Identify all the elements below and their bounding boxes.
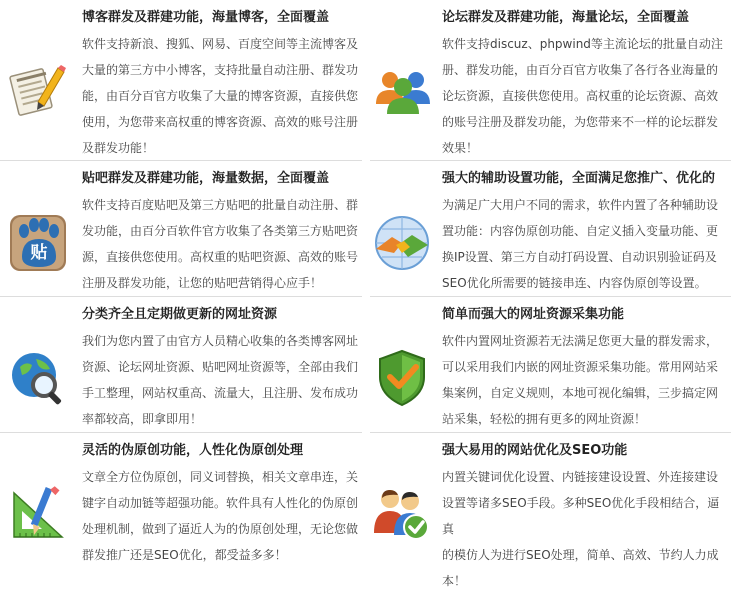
description-line: 本！: [442, 574, 467, 588]
description-line: 软件支持新浪、搜狐、网易、百度空间等主流博客及: [82, 37, 359, 51]
description-line: 软件内置网址资源若无法满足您更大量的群发需求，: [442, 334, 719, 348]
shield-checkmark-icon: [372, 347, 432, 407]
feature-blog: [0, 0, 362, 160]
tieba-paw-icon: [8, 213, 68, 273]
users-check-icon: [372, 483, 432, 543]
description-line: 的模仿人为进行SEO处理，简单、高效、节约人力成: [442, 548, 719, 562]
feature-description: [442, 328, 718, 432]
feature-description: [442, 31, 723, 161]
feature-pseudo-original: [0, 433, 362, 560]
feature-description: [442, 192, 718, 296]
description-line: 注册及群发功能，让您的贴吧营销得心应手！: [82, 276, 323, 290]
description-line: 大量的第三方中小博客，支持批量自动注册、群发功: [82, 63, 359, 77]
description-line: 发功能，由百分百软件官方收集了各类第三方贴吧资: [82, 224, 359, 238]
description-line: 我们为您内置了由官方人员精心收集的各类博客网址: [82, 334, 359, 348]
description-line: 源，直接供您使用。高权重的贴吧资源、高效的账号: [82, 250, 359, 264]
description-line: 集案例，自定义规则，本地可视化编辑，三步搞定网: [442, 386, 719, 400]
feature-description: [82, 31, 358, 161]
feature-title: 贴吧群发及群建功能，海量数据，全面覆盖: [82, 171, 330, 186]
description-line: 键字自动加链等超强功能。软件具有人性化的伪原创: [82, 496, 359, 510]
description-line: 手工整理，网站权重高、流量大，且注册、发布成功: [82, 386, 359, 400]
description-line: 换IP设置、第三方自动打码设置、自动识别验证码及: [442, 250, 717, 264]
tieba-icon-label: 贴: [30, 243, 48, 263]
feature-title: 论坛群发及群建功能，海量论坛，全面覆盖: [442, 10, 690, 25]
feature-description: [82, 192, 358, 296]
feature-url-collection: [370, 297, 731, 432]
feature-url-resources: [0, 297, 362, 432]
feature-title: 强大的辅助设置功能，全面满足您推广、优化的: [442, 171, 716, 186]
description-line: 率都较高，即拿即用！: [82, 412, 203, 426]
description-line: 文章全方位伪原创，同义词替换，相关文章串连，关: [82, 470, 359, 484]
description-line: 为满足广大用户不同的需求，软件内置了各种辅助设: [442, 198, 719, 212]
feature-tieba: [0, 161, 362, 296]
description-line: 册、群发功能，由百分百官方收集了各行各业海量的: [442, 63, 719, 77]
blog-document-pen-icon: [8, 58, 68, 118]
description-line: 可以采用我们内嵌的网址资源采集功能。常用网站采: [442, 360, 719, 374]
feature-description: [442, 464, 731, 594]
description-line: 置功能：内容伪原创功能、自定义插入变量功能、更: [442, 224, 719, 238]
description-line: 软件支持discuz、phpwind等主流论坛的批量自动注: [442, 37, 723, 51]
description-line: 资源、论坛网址资源、贴吧网址资源等，全部由我们: [82, 360, 359, 374]
description-line: 的账号注册及群发功能，为您带来不一样的论坛群发: [442, 115, 719, 129]
pencil-ruler-icon: [8, 483, 68, 543]
description-line: 使用，为您带来高权重的博客资源、高效的账号注册: [82, 115, 359, 129]
feature-title: 灵活的伪原创功能，人性化伪原创处理: [82, 443, 304, 458]
handshake-globe-icon: [372, 213, 432, 273]
description-line: 处理机制，做到了逼近人为的伪原创处理，无论您做: [82, 522, 359, 536]
forum-users-group-icon: [373, 62, 433, 122]
globe-magnifier-icon: [8, 349, 68, 409]
feature-forum: [370, 0, 731, 160]
description-line: 能，由百分百官方收集了大量的博客资源，直接供您: [82, 89, 359, 103]
description-line: 效果！: [442, 141, 479, 155]
feature-seo: [370, 433, 731, 588]
feature-title: 简单而强大的网址资源采集功能: [442, 307, 625, 322]
feature-title: 强大易用的网站优化及SEO功能: [442, 443, 628, 458]
description-line: 内置关键词优化设置、内链接建设设置、外连接建设: [442, 470, 719, 484]
description-line: SEO优化所需要的链接串连、内容伪原创等设置。: [442, 276, 707, 290]
description-line: 站采集，轻松的拥有更多的网址资源！: [442, 412, 647, 426]
description-line: 及群发功能！: [82, 141, 155, 155]
description-line: 设置等诸多SEO手段。多种SEO优化手段相结合，逼真: [442, 496, 720, 536]
feature-description: [82, 328, 358, 432]
feature-title: 分类齐全且定期做更新的网址资源: [82, 307, 278, 322]
feature-auxiliary-settings: [370, 161, 731, 296]
feature-title: 博客群发及群建功能，海量博客，全面覆盖: [82, 10, 330, 25]
description-line: 论坛资源，直接供您使用。高权重的论坛资源、高效: [442, 89, 719, 103]
description-line: 软件支持百度贴吧及第三方贴吧的批量自动注册、群: [82, 198, 359, 212]
feature-description: [82, 464, 358, 568]
description-line: 群发推广还是SEO优化，都受益多多！: [82, 548, 287, 562]
